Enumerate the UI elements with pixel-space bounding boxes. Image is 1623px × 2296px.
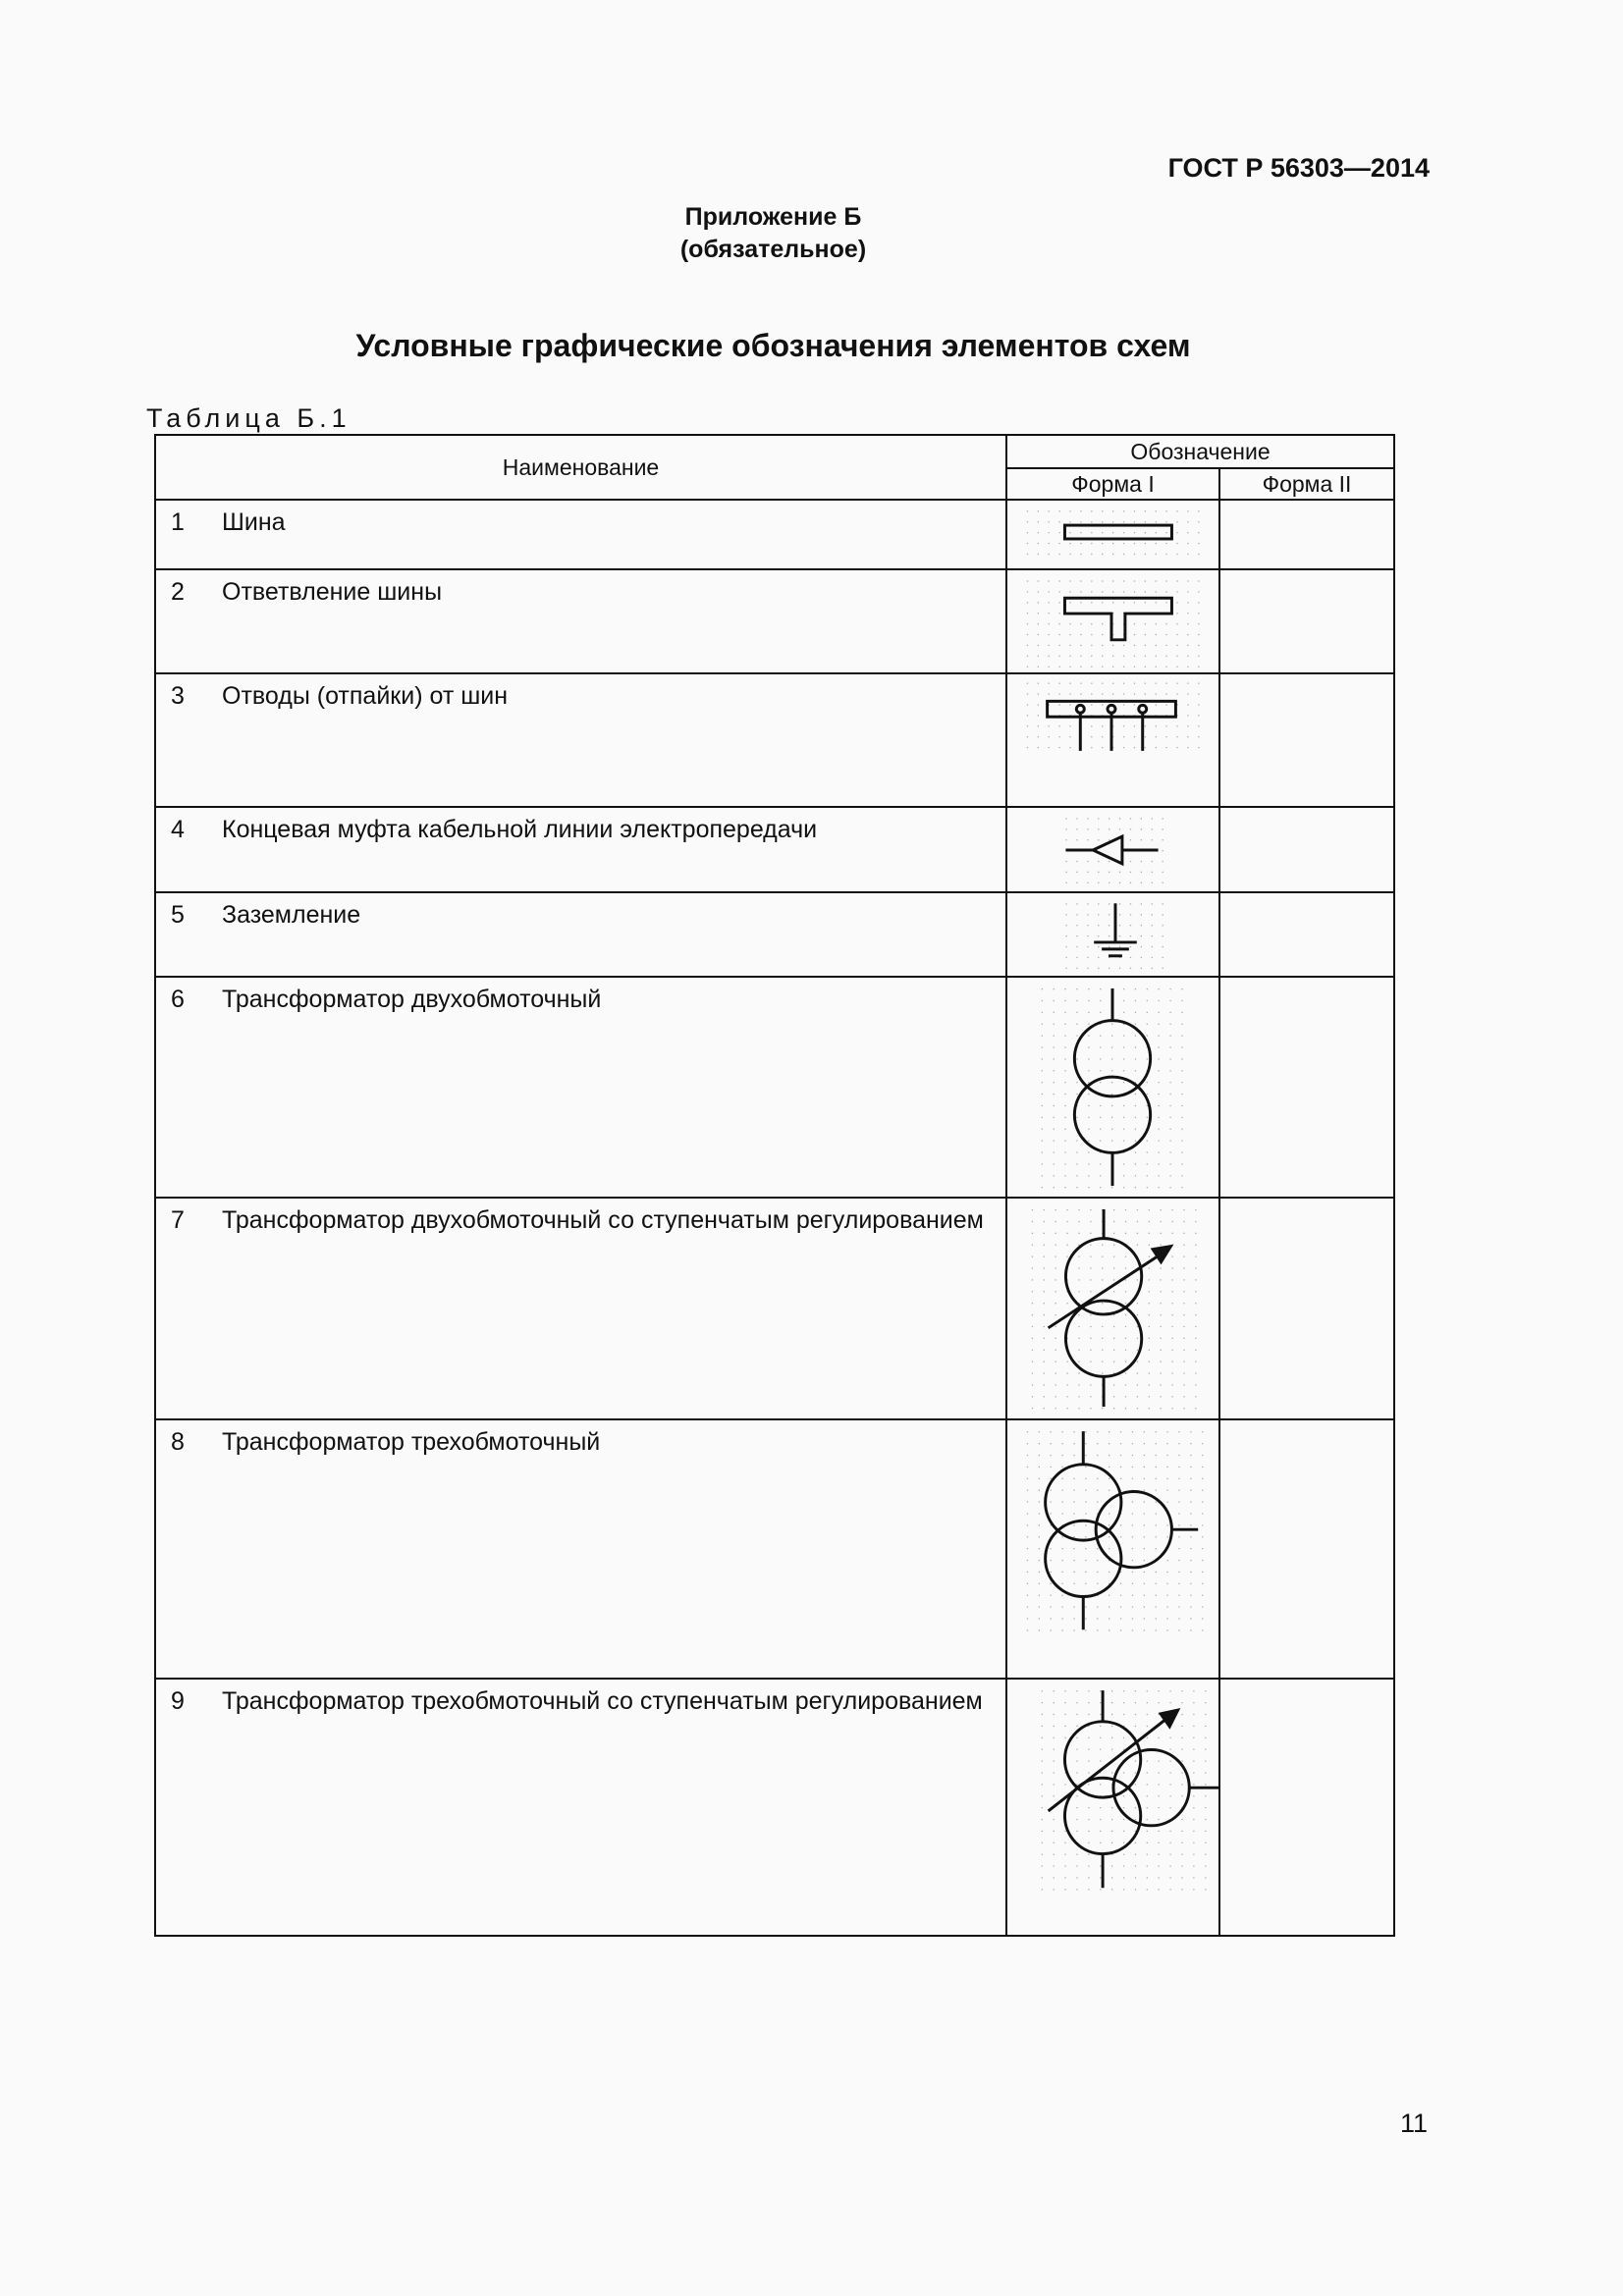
header-form-2: Форма II	[1219, 468, 1394, 500]
table-row	[155, 807, 1394, 892]
row-number: 9	[171, 1687, 185, 1715]
table-row	[155, 977, 1394, 1198]
drafting-grid	[1027, 1431, 1204, 1630]
standard-number: ГОСТ Р 56303—2014	[1167, 153, 1430, 183]
cable-termination-icon	[1007, 808, 1218, 891]
busbar-branch-icon	[1007, 570, 1218, 672]
row-number: 6	[171, 986, 185, 1013]
row-name: Ответвление шины	[222, 578, 443, 606]
table-row	[155, 569, 1394, 673]
row-name-cell	[155, 1679, 1006, 1936]
row-number: 2	[171, 578, 185, 606]
row-number: 4	[171, 816, 185, 843]
page-number: 11	[1400, 2109, 1429, 2138]
symbol-cell	[1006, 500, 1219, 569]
row-name: Заземление	[222, 901, 361, 929]
form2-cell	[1219, 807, 1394, 892]
row-number: 7	[171, 1206, 185, 1234]
row-name-cell	[155, 892, 1006, 977]
drafting-grid	[1027, 580, 1200, 667]
busbar-taps-icon	[1007, 674, 1218, 806]
row-name: Трансформатор двухобмоточный со ступенчатым регулированием	[222, 1206, 984, 1234]
transformer-two-winding-regulated-icon	[1007, 1199, 1218, 1418]
symbol-cell	[1006, 977, 1219, 1198]
table-row	[155, 673, 1394, 807]
drafting-grid	[1027, 510, 1200, 555]
document-title: Условные графические обозначения элементов схем	[355, 328, 1191, 363]
row-name: Отводы (отпайки) от шин	[222, 682, 509, 710]
row-name-cell	[155, 977, 1006, 1198]
row-name: Трансформатор трехобмоточный со ступенчатым регулированием	[222, 1687, 983, 1715]
form2-cell	[1219, 1679, 1394, 1936]
row-name-cell	[155, 673, 1006, 807]
table-caption: Таблица Б.1	[146, 403, 352, 433]
row-name-cell	[155, 1419, 1006, 1679]
form2-cell	[1219, 1198, 1394, 1419]
form2-cell	[1219, 673, 1394, 807]
form2-cell	[1219, 892, 1394, 977]
table-row	[155, 1679, 1394, 1936]
symbol-cell	[1006, 1419, 1219, 1679]
table-row	[155, 1419, 1394, 1679]
transformer-three-winding-icon	[1007, 1420, 1218, 1678]
appendix-heading	[0, 201, 1546, 266]
transformer-three-winding-regulated-icon	[1007, 1680, 1218, 1935]
header-form-1: Форма I	[1006, 468, 1219, 500]
symbol-cell	[1006, 1198, 1219, 1419]
busbar-icon	[1007, 501, 1218, 568]
symbol-cell	[1006, 807, 1219, 892]
row-number: 3	[171, 682, 185, 710]
form2-cell	[1219, 569, 1394, 673]
row-name-cell	[155, 569, 1006, 673]
header-designation: Обозначение	[1006, 435, 1394, 468]
appendix-status: (обязательное)	[679, 236, 867, 263]
symbol-cell	[1006, 892, 1219, 977]
symbol-cell	[1006, 1679, 1219, 1936]
row-number: 5	[171, 901, 185, 929]
symbol-cell	[1006, 673, 1219, 807]
form2-cell	[1219, 500, 1394, 569]
form2-cell	[1219, 977, 1394, 1198]
form2-cell	[1219, 1419, 1394, 1679]
row-number: 1	[171, 508, 185, 536]
table-row	[155, 892, 1394, 977]
row-name-cell	[155, 1198, 1006, 1419]
row-name: Шина	[222, 508, 286, 536]
row-name: Концевая муфта кабельной линии электропередачи	[222, 816, 818, 843]
row-name-cell	[155, 807, 1006, 892]
header-name: Наименование	[155, 435, 1006, 500]
appendix-title: Приложение Б	[684, 203, 862, 231]
table-row	[155, 1198, 1394, 1419]
table-row	[155, 500, 1394, 569]
row-name: Трансформатор двухобмоточный	[222, 986, 602, 1013]
row-name-cell	[155, 500, 1006, 569]
row-number: 8	[171, 1428, 185, 1456]
grounding-icon	[1007, 893, 1218, 976]
symbols-table	[154, 434, 1395, 1937]
row-name: Трансформатор трехобмоточный	[222, 1428, 601, 1456]
transformer-two-winding-icon	[1007, 978, 1218, 1197]
symbol-cell	[1006, 569, 1219, 673]
